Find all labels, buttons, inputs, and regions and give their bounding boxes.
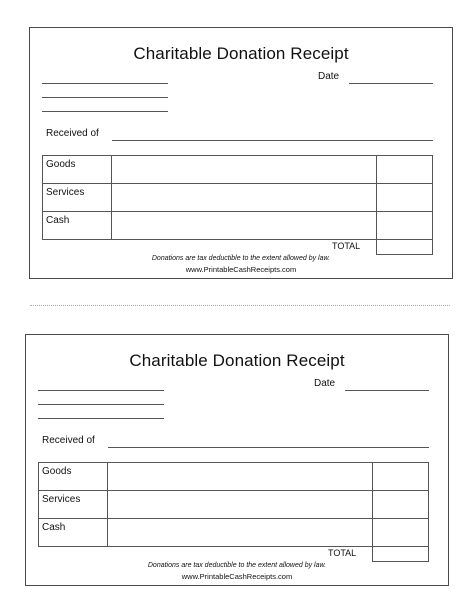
cash-description-field[interactable] (108, 519, 373, 547)
date-field[interactable] (349, 83, 433, 84)
received-of-field[interactable] (108, 447, 429, 448)
received-of-label: Received of (46, 128, 99, 139)
total-field[interactable] (376, 239, 433, 255)
date-field[interactable] (345, 390, 429, 391)
address-line[interactable] (42, 111, 168, 112)
tax-deductible-note: Donations are tax deductible to the extent allowed by law. (147, 562, 327, 569)
table-row (39, 491, 429, 519)
services-amount-field[interactable] (377, 184, 433, 212)
row-label-cash: Cash (43, 212, 112, 240)
table-row (43, 184, 433, 212)
total-label: TOTAL (332, 241, 361, 251)
table-row (39, 463, 429, 491)
cash-amount-field[interactable] (377, 212, 433, 240)
row-label-cash: Cash (39, 519, 108, 547)
services-description-field[interactable] (112, 184, 377, 212)
address-line[interactable] (42, 83, 168, 84)
row-label-goods: Goods (43, 156, 112, 184)
row-label-services: Services (43, 184, 112, 212)
website-footer: www.PrintableCashReceipts.com (181, 572, 293, 581)
total-label: TOTAL (328, 548, 357, 558)
receipt-title: Charitable Donation Receipt (133, 44, 349, 63)
donation-receipt (29, 27, 453, 279)
services-description-field[interactable] (108, 491, 373, 519)
table-row (43, 212, 433, 240)
website-footer: www.PrintableCashReceipts.com (185, 265, 297, 274)
row-label-services: Services (39, 491, 108, 519)
goods-description-field[interactable] (108, 463, 373, 491)
services-amount-field[interactable] (373, 491, 429, 519)
address-line[interactable] (38, 390, 164, 391)
donation-items-table (38, 462, 429, 547)
donation-receipt (25, 334, 449, 586)
goods-description-field[interactable] (112, 156, 377, 184)
received-of-field[interactable] (112, 140, 433, 141)
address-line[interactable] (38, 418, 164, 419)
donation-items-table (42, 155, 433, 240)
received-of-label: Received of (42, 435, 95, 446)
row-label-goods: Goods (39, 463, 108, 491)
cash-amount-field[interactable] (373, 519, 429, 547)
goods-amount-field[interactable] (377, 156, 433, 184)
address-line[interactable] (42, 97, 168, 98)
goods-amount-field[interactable] (373, 463, 429, 491)
table-row (39, 519, 429, 547)
address-line[interactable] (38, 404, 164, 405)
cut-line-divider (30, 305, 450, 306)
tax-deductible-note: Donations are tax deductible to the extent allowed by law. (151, 255, 331, 262)
date-label: Date (314, 378, 336, 389)
receipt-title: Charitable Donation Receipt (129, 351, 345, 370)
total-field[interactable] (372, 546, 429, 562)
table-row (43, 156, 433, 184)
date-label: Date (318, 71, 340, 82)
cash-description-field[interactable] (112, 212, 377, 240)
